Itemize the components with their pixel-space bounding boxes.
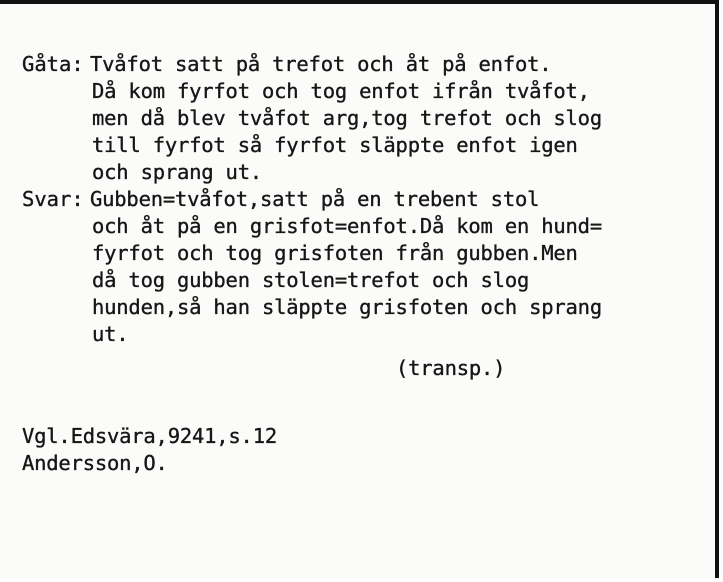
riddle-line-3: men då blev tvåfot arg,tog trefot och slog [92,106,602,130]
source-reference: Vgl.Edsvära,9241,s.12 [22,424,277,448]
answer-line-4: då tog gubben stolen=trefot och slog [92,268,530,292]
riddle-line-5: och sprang ut. [92,160,262,184]
riddle-label: Gåta: [22,52,84,76]
answer-line-3: fyrfot och tog grisfoten från gubben.Men [92,241,578,265]
answer-line-2: och åt på en grisfot=enfot.Då kom en hund= [92,214,602,238]
answer-line-1: Gubben=tvåfot,satt på en trebent stol [90,187,540,211]
answer-line-5: hunden,så han släppte grisfoten och sprang [92,295,602,319]
riddle-line-2: Då kom fyrfot och tog enfot ifrån tvåfot, [92,79,590,103]
transcription-note: (transp.) [396,356,506,380]
answer-label: Svar: [22,187,84,211]
informant-name: Andersson,O. [22,451,168,475]
riddle-line-1: Tvåfot satt på trefot och åt på enfot. [90,52,552,76]
answer-line-6: ut. [92,322,129,346]
riddle-line-4: till fyrfot så fyrfot släppte enfot igen [92,133,578,157]
